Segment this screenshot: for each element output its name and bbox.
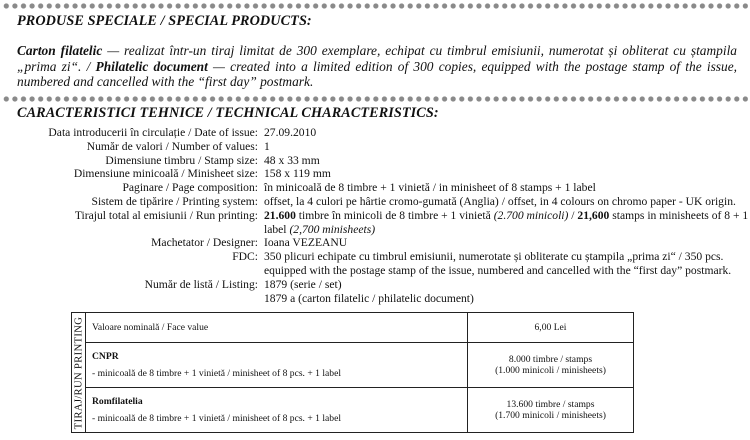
run-ro-qty: 21.600 xyxy=(264,208,296,222)
tiraj-table xyxy=(71,312,634,433)
spec-row xyxy=(0,195,750,209)
technical-specs xyxy=(0,126,750,305)
group-qty xyxy=(468,343,634,388)
run-en-minisheets: (2,700 minisheets) xyxy=(289,222,376,236)
ro-text: — realizat într-un tiraj limitat de 300 exemplare, echipat cu timbrul emisiunii, numerotat și obliterat cu ștampila „prima zi“. / xyxy=(17,43,737,74)
spec-value: 27.09.2010 xyxy=(264,126,317,139)
group-item: - minicoală de 8 timbre + 1 vinietă / minisheet of 8 pcs. + 1 label xyxy=(92,368,342,379)
run-ro-text: timbre în minicoli de 8 timbre + 1 vinietă xyxy=(295,208,494,222)
dotted-divider-top xyxy=(2,2,748,10)
listing-document: 1879 a (carton filatelic / philatelic document) xyxy=(264,291,474,305)
face-value: 6,00 Lei xyxy=(468,313,634,343)
group-qty xyxy=(468,388,634,433)
spec-value xyxy=(264,278,474,306)
face-value-label: Valoare nominală / Face value xyxy=(86,313,468,343)
group-name: CNPR xyxy=(92,351,119,362)
spec-value: în minicoală de 8 timbre + 1 vinietă / in minisheet of 8 stamps + 1 label xyxy=(264,181,596,195)
qty-stamps: 8.000 timbre / stamps xyxy=(508,354,593,365)
group-cell xyxy=(86,343,468,388)
spec-row-fdc xyxy=(0,250,750,278)
spec-row-listing xyxy=(0,278,750,306)
spec-row xyxy=(0,140,750,154)
spec-value: offset, la 4 culori pe hârtie cromo-gumată (Anglia) / offset, in 4 colours on chromo paper - UK origin. xyxy=(264,194,736,208)
spec-label: Tirajul total al emisiunii / Run printing: xyxy=(74,208,258,222)
spec-value: 350 plicuri echipate cu timbrul emisiunii, numerotate și obliterate cu ștampila „prima zi“ / 350 pcs. equipped with the postage stamp of the issue, numbered and cancelled with the “first day” postmark. xyxy=(264,250,732,277)
tiraj-side-label: TIRAJ/RUN PRINTING xyxy=(73,316,84,429)
spec-row-run-printing xyxy=(0,209,750,237)
run-en-qty: 21,600 xyxy=(577,208,610,222)
spec-label: Data introducerii în circulație / Date of issue: xyxy=(48,126,258,139)
run-printing-value xyxy=(264,209,749,237)
special-products-description xyxy=(17,43,737,90)
spec-value: Ioana VEZEANU xyxy=(264,236,348,250)
spec-value: 1 xyxy=(264,139,270,153)
spec-row xyxy=(0,181,750,195)
group-cell xyxy=(86,388,468,433)
dotted-divider-middle xyxy=(2,95,748,103)
spec-label: Dimensiune timbru / Stamp size: xyxy=(105,153,258,167)
qty-stamps: 13.600 timbre / stamps xyxy=(506,399,595,410)
spec-row xyxy=(0,236,750,250)
special-products-heading: PRODUSE SPECIALE / SPECIAL PRODUCTS: xyxy=(17,13,312,29)
ro-term: Carton filatelic xyxy=(17,43,103,58)
group-item: - minicoală de 8 timbre + 1 vinietă / minisheet of 8 pcs. + 1 label xyxy=(92,413,342,424)
group-name: Romfilatelia xyxy=(92,396,143,407)
table-row xyxy=(72,388,634,433)
spec-label: FDC: xyxy=(232,250,258,264)
table-row xyxy=(72,343,634,388)
qty-minisheets: (1.000 minicoli / minisheets) xyxy=(495,365,606,376)
spec-label: Dimensiune minicoală / Minisheet size: xyxy=(73,167,258,181)
listing-set: 1879 (serie / set) xyxy=(264,277,342,291)
en-text: — created into a limited edition of 300 copies, equipped with the postage stamp of the issue, numbered and cancelled with the “first day” postmark. xyxy=(17,58,737,89)
en-term: Philatelic document xyxy=(95,58,208,74)
spec-label: Număr de valori / Number of values: xyxy=(86,139,258,153)
qty-minisheets: (1.700 minicoli / minisheets) xyxy=(495,410,606,421)
spec-label: Număr de listă / Listing: xyxy=(144,277,258,291)
spec-label: Sistem de tipărire / Printing system: xyxy=(91,194,258,208)
tiraj-side-cell xyxy=(72,313,86,433)
spec-row xyxy=(0,167,750,181)
technical-heading: CARACTERISTICI TEHNICE / TECHNICAL CHARACTERISTICS: xyxy=(17,105,439,121)
spec-row xyxy=(0,154,750,168)
spec-row xyxy=(0,126,750,140)
table-row xyxy=(72,313,634,343)
spec-value: 48 x 33 mm xyxy=(264,153,320,167)
run-ro-minisheets: (2.700 minicoli) xyxy=(493,208,569,222)
spec-value: 158 x 119 mm xyxy=(264,167,331,181)
run-en-text: stamps in minisheets of 8 + 1 label xyxy=(264,208,749,236)
spec-label: Machetator / Designer: xyxy=(151,236,258,250)
run-sep: / xyxy=(568,208,578,222)
spec-label: Paginare / Page composition: xyxy=(122,181,258,195)
